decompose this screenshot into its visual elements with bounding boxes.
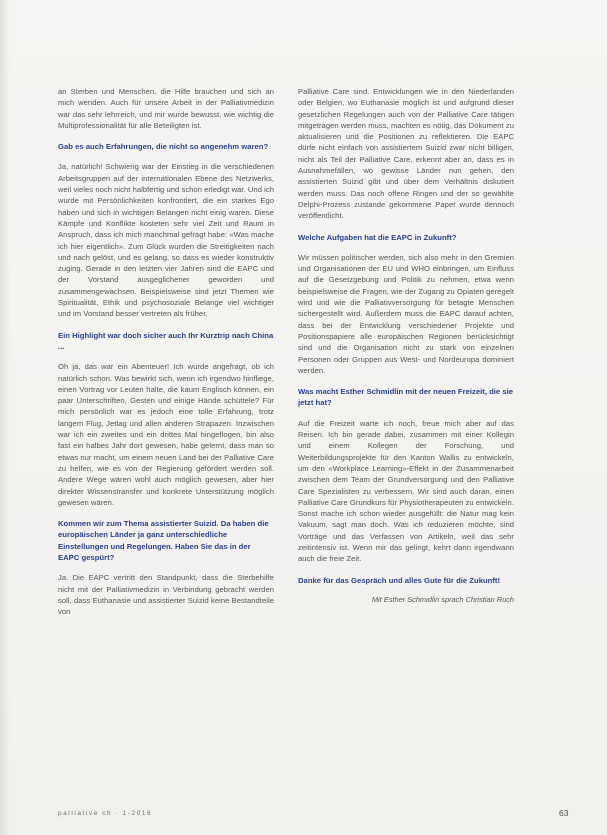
right-author-signature: Mit Esther Schmidlin sprach Christian Ruch xyxy=(371,594,514,604)
left-section-heading: Ein Highlight war doch sicher auch Ihr Kurztrip nach China ... xyxy=(58,330,274,351)
left-section-heading: Kommen wir zum Thema assistierter Suizid. Da haben die europäischen Länder ja ganz unterschiedliche Einstellungen und Regelungen. Haben Sie das in der EAPC gespürt? xyxy=(58,519,269,562)
right-section-heading: Was macht Esther Schmidlin mit der neuen Freizeit, die sie jetzt hat? xyxy=(298,387,514,408)
left-paragraph: Oh ja, das war ein Abenteuer! Ich wurde angefragt, ob ich natürlich schon. Was bewirkt sich, wenn ich irgendwo hinfliege, einen Vortrag vor Leuten halte, die kaum Englisch können, ein paar Unterschriften, Gesten und einige Hände schüttele? Für mich persönlich war es jedoch eine tolle Erfahrung, trotz langem Flug, Jetlag und allen anderen Strapazen. Inzwischen war ich ein zweites und ein drittes Mal hingeflogen, bin also fast ein halbes Jahr dort gewesen, habe gelernt, dass man so etwas nur macht, um einem neuen Land bei der Palliative Care zu helfen, wie es von der Regierung gefördert werden soll. Andere Wege wären wohl auch möglich gewesen, aber hier direkter Wissenstransfer und konkrete Unterstützung möglich gewesen wären. xyxy=(58,362,274,507)
right-section-heading: Welche Aufgaben hat die EAPC in Zukunft? xyxy=(298,232,457,242)
right-paragraph: Palliative Care sind. Entwicklungen wie in den Niederlanden oder Belgien, wo Euthanasie möglich ist und aufgrund dieser gesetzlichen Regelungen auch von der Palliative Care tätigen mitgetragen werden muss, machten es nötig, das Dokument zu aktualisieren und die Positionen zu reflektieren. Die EAPC dürfe nicht einfach von assistiertem Suizid zwar nicht billigen, nicht als Teil der Palliative Care, erkennt aber an, dass es in Ausnahmefällen, wo gewisse Länder nun gehen, den assistierten Suizid gibt und über dem Verhältnis diskutiert werden muss. Das noch offene Ringen und der so gewählte Delphi-Prozess zustande gekommene Paper wurde dennoch veröffentlicht. xyxy=(298,87,514,221)
left-text-column xyxy=(58,86,274,627)
right-paragraph: Wir müssen politischer werden, sich also mehr in den Gremien und Organisationen der EU und WHO einbringen, um Einfluss auf die Gesetzgebung und Politik zu nehmen, etwa wenn beispielsweise die Fragen, wie der Zugang zu Opiaten geregelt wird und wie die Palliativversorgung für betagte Menschen sichergestellt wird. Außerdem muss die EAPC darauf achten, dass bei der Entwicklung verschiedener Projekte und Positionspapiere alle europäischen Regionen berücksichtigt sind und die Organisation nicht zu stark von einzelnen Personen oder Gruppen aus West- und Nordeuropa dominiert werden. xyxy=(298,252,514,375)
right-text-column xyxy=(298,86,514,604)
page-gutter-shadow xyxy=(0,0,10,835)
footer-publication-label: palliative ch · 1-2016 xyxy=(58,810,153,817)
right-section-heading: Danke für das Gespräch und alles Gute für die Zukunft! xyxy=(298,575,501,585)
left-paragraph: an Sterben und Menschen, die Hilfe brauchen und sich an mich wenden. Auch für unsere Arbeit in der Palliativmedizin war das sehr lehrreich, und mir wurde bewusst, wie wichtig die Multiprofessionalität für alle Beteiligten ist. xyxy=(58,87,274,130)
left-section-heading: Gab es auch Erfahrungen, die nicht so angenehm waren? xyxy=(58,142,269,152)
page-number: 63 xyxy=(559,808,569,818)
left-paragraph: Ja, natürlich! Schwierig war der Einstieg in die verschiedenen Arbeitsgruppen auf der internationalen Ebene des Netzwerks, weil vieles noch nicht halbfertig und schon erledigt war. Und ich wurde mit Persönlichkeiten konfrontiert, die ein starkes Ego haben und sich in wichtigen Belangen nicht einig waren. Diese Kämpfe und Konflikte kosteten sehr viel Zeit und Raum in Anspruch, dass ich mich manchmal gefragt habe: «Was mache ich hier eigentlich». Zum Glück wurden die Streitigkeiten nach und nach gelöst, und es gelang, so dass es wieder konstruktiv zuging. Gerade in den letzten vier Jahren sind die EAPC und der Vorstand ausgeglichener geworden und zusammengewachsen. Beispielsweise sind jetzt Themen wie Spiritualität, Ethik und psychosoziale Belange viel wichtiger und im Vorstand besser vertreten als früher. xyxy=(58,162,274,319)
left-paragraph: Ja. Die EAPC vertritt den Standpunkt, dass die Sterbehilfe nicht mit der Palliativmedizin in Verbindung gebracht werden soll, dass Euthanasie und assistierter Suizid keine Bestandteile von xyxy=(58,573,274,617)
right-paragraph: Auf die Freizeit warte ich noch, freue mich aber auf das Reisen. Ich bin gerade dabei, zusammen mit einer Kollegin und einem Kollegen der Forschung, und Weiterbildungsprojekte für den Kanton Wallis zu entwickeln, um den «Workplace Learning»-Effekt in der Zusammenarbeit zwischen dem Team der Grundversorgung und den Palliative Care Spezialisten zu verbessern. Wir sind auch daran, einen Palliative Care Grundkurs für Physiotherapeuten zu entwickeln. Sonst mache ich schon wieder ausgefüllt: die Natur mag kein Vakuum, sagt man doch. Was ich reduzieren möchte, sind Vorträge und das Verfassen von Artikeln, weil das sehr zeitintensiv ist. Wenn mir das gelingt, kehrt dann irgendwann auch die freie Zeit. xyxy=(298,418,514,564)
